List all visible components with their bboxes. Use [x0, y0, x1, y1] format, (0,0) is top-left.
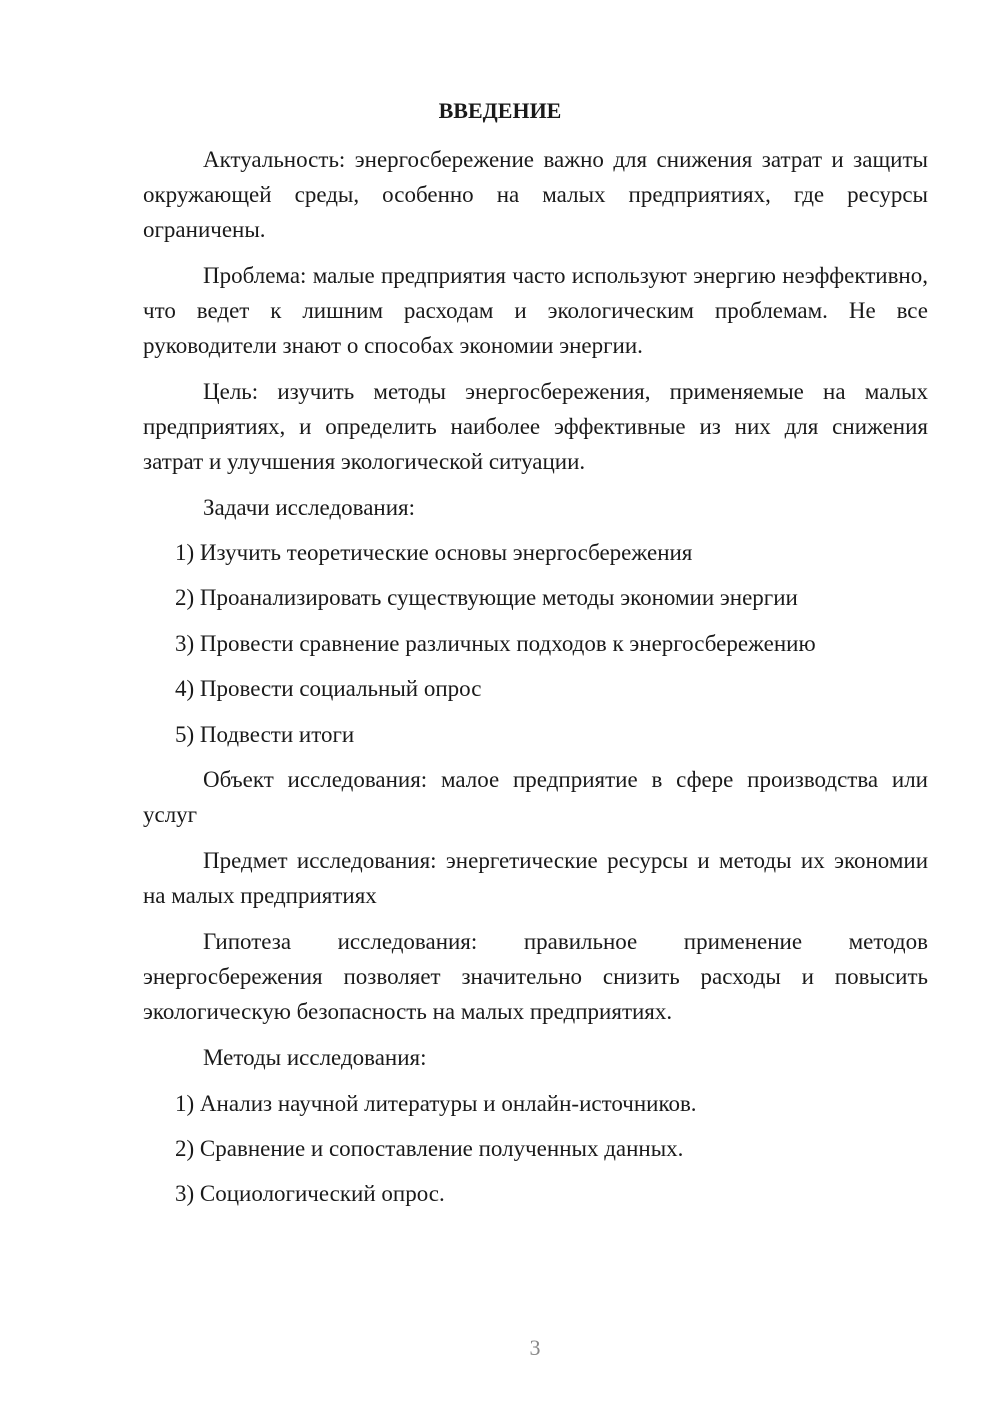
problem-paragraph: Проблема: малые предприятия часто используют энергию неэффективно, что ведет к лишним расходам и экологическим проблемам. Не все руководители знают о способах экономии энергии.	[143, 263, 928, 358]
method-item: 3) Социологический опрос.	[175, 1181, 445, 1206]
subject-paragraph: Предмет исследования: энергетические ресурсы и методы их экономии на малых предприятиях	[143, 848, 928, 908]
method-item: 2) Сравнение и сопоставление полученных данных.	[175, 1136, 684, 1161]
hypothesis-paragraph: Гипотеза исследования: правильное применение методов энергосбережения позволяет значительно снизить расходы и повысить экологическую безопасность на малых предприятиях.	[143, 929, 928, 1024]
methods-heading: Методы исследования:	[203, 1045, 427, 1070]
relevance-paragraph: Актуальность: энергосбережение важно для снижения затрат и защиты окружающей среды, особенно на малых предприятиях, где ресурсы ограничены.	[143, 147, 928, 242]
page-number: 3	[529, 1335, 541, 1360]
page-title: ВВЕДЕНИЕ	[438, 98, 562, 123]
method-item: 1) Анализ научной литературы и онлайн-источников.	[175, 1091, 697, 1116]
task-item: 1) Изучить теоретические основы энергосбережения	[175, 540, 693, 565]
task-item: 3) Провести сравнение различных подходов к энергосбережению	[175, 631, 816, 656]
object-paragraph: Объект исследования: малое предприятие в сфере производства или услуг	[143, 767, 928, 827]
task-item: 2) Проанализировать существующие методы экономии энергии	[175, 585, 798, 610]
task-item: 5) Подвести итоги	[175, 722, 355, 747]
task-item: 4) Провести социальный опрос	[175, 676, 482, 701]
tasks-heading: Задачи исследования:	[203, 495, 416, 520]
goal-paragraph: Цель: изучить методы энергосбережения, применяемые на малых предприятиях, и определить наиболее эффективные из них для снижения затрат и улучшения экологической ситуации.	[143, 379, 928, 474]
